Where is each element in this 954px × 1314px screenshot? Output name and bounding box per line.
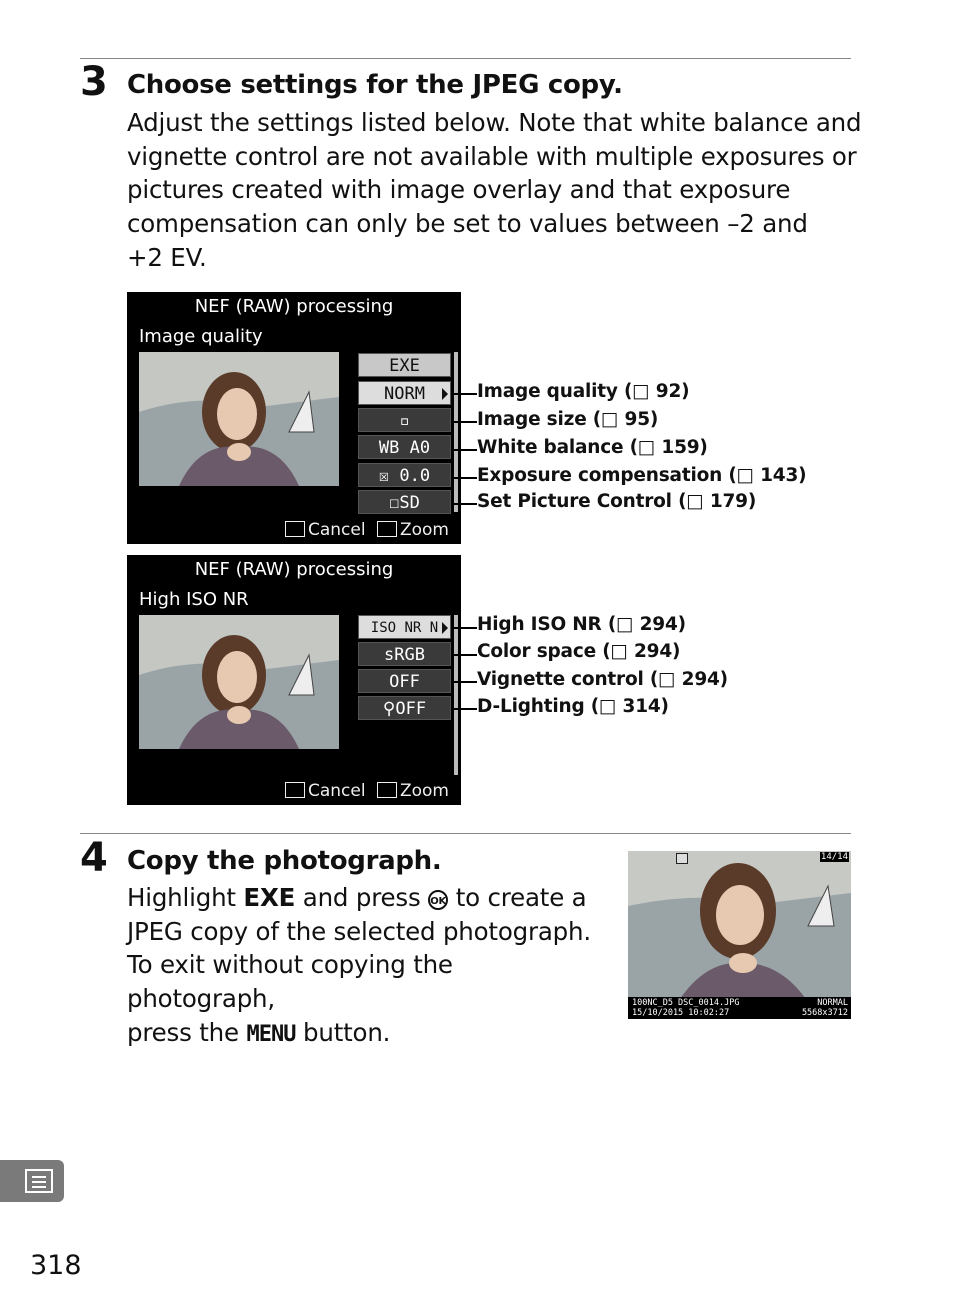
callout-color-space: Color space (□ 294) bbox=[477, 641, 681, 662]
menu-item-color-space[interactable]: sRGB bbox=[358, 642, 451, 666]
page-number: 318 bbox=[30, 1250, 82, 1281]
menu-item-d-lighting[interactable]: ⚲OFF bbox=[358, 696, 451, 720]
zoom-icon bbox=[377, 782, 397, 798]
playback-preview bbox=[628, 851, 851, 1019]
leader-line bbox=[451, 421, 477, 423]
menu-button-label: MENU bbox=[246, 1021, 296, 1047]
camera-screen-high-iso-nr bbox=[127, 555, 461, 805]
protect-icon bbox=[676, 853, 688, 864]
screen-subtitle: Image quality bbox=[139, 326, 263, 347]
date-time: 15/10/2015 10:02:27 bbox=[632, 1008, 730, 1018]
screen-subtitle: High ISO NR bbox=[139, 589, 249, 610]
step-3-line: +2 EV. bbox=[127, 242, 207, 272]
playback-icon bbox=[285, 782, 305, 798]
step-3-number: 3 bbox=[80, 59, 108, 105]
step-4-line: To exit without copying the photograph, bbox=[127, 950, 453, 1014]
screen-footer bbox=[285, 520, 449, 540]
step-3-body bbox=[127, 106, 861, 275]
callout-white-balance: White balance (□ 159) bbox=[477, 437, 708, 458]
step-3-line: vignette control are not available with multiple exposures or bbox=[127, 141, 857, 171]
section-rule bbox=[80, 833, 851, 834]
image-size-value: 5568x3712 bbox=[801, 1008, 848, 1018]
step-4-line: JPEG copy of the selected photograph. bbox=[127, 916, 591, 946]
portrait-image bbox=[139, 615, 339, 749]
arrow-right-icon bbox=[442, 388, 448, 400]
step-3-line: compensation can only be set to values between –2 and bbox=[127, 209, 808, 239]
leader-line bbox=[451, 708, 477, 710]
cancel-label: Cancel bbox=[307, 520, 366, 540]
arrow-right-icon bbox=[442, 622, 448, 634]
cancel-label: Cancel bbox=[307, 781, 366, 801]
scrollbar[interactable] bbox=[454, 352, 458, 512]
menu-item-white-balance[interactable]: WB A0 bbox=[358, 435, 451, 459]
callout-picture-control: Set Picture Control (□ 179) bbox=[477, 491, 757, 512]
menu-item-exposure-compensation[interactable]: ☒ 0.0 bbox=[358, 463, 451, 487]
playback-icon bbox=[285, 521, 305, 537]
photo-thumbnail bbox=[139, 615, 339, 749]
file-info bbox=[632, 998, 848, 1018]
callout-exposure-compensation: Exposure compensation (□ 143) bbox=[477, 465, 807, 486]
top-rule bbox=[80, 58, 851, 59]
ok-button-icon: OK bbox=[428, 890, 448, 910]
step-4-heading: Copy the photograph. bbox=[127, 846, 442, 876]
callout-vignette-control: Vignette control (□ 294) bbox=[477, 669, 728, 690]
folder-filename: 100NC_D5 DSC_0014.JPG bbox=[632, 998, 740, 1008]
zoom-icon bbox=[377, 521, 397, 537]
menu-item-exe[interactable]: EXE bbox=[358, 353, 451, 377]
portrait-image bbox=[139, 352, 339, 486]
step-3-line: Adjust the settings listed below. Note that white balance and bbox=[127, 108, 862, 137]
zoom-label: Zoom bbox=[399, 520, 449, 540]
screen-footer bbox=[285, 781, 449, 801]
step-4-line: press the MENU button. bbox=[127, 1017, 391, 1047]
leader-line bbox=[451, 627, 477, 629]
step-4-line: Highlight EXE and press OK to create a bbox=[127, 883, 587, 912]
leader-line bbox=[451, 477, 477, 479]
photo-thumbnail bbox=[139, 352, 339, 486]
callout-image-quality: Image quality (□ 92) bbox=[477, 381, 690, 402]
callout-d-lighting: D-Lighting (□ 314) bbox=[477, 696, 669, 717]
frame-counter: 14/14 bbox=[820, 852, 848, 862]
callout-high-iso-nr: High ISO NR (□ 294) bbox=[477, 614, 686, 635]
screen-title: NEF (RAW) processing bbox=[194, 296, 394, 317]
menu-item-vignette-control[interactable]: OFF bbox=[358, 669, 451, 693]
menu-item-image-quality[interactable] bbox=[358, 381, 451, 405]
step-4-number: 4 bbox=[80, 835, 108, 881]
retouch-menu-tab bbox=[0, 1160, 64, 1202]
step-3-line: pictures created with image overlay and that exposure bbox=[127, 175, 791, 205]
zoom-label: Zoom bbox=[399, 781, 449, 801]
leader-line bbox=[451, 503, 477, 505]
menu-item-label: ISO NR N bbox=[370, 620, 439, 636]
leader-line bbox=[451, 681, 477, 683]
leader-line bbox=[451, 654, 477, 656]
callout-image-size: Image size (□ 95) bbox=[477, 409, 659, 430]
exe-label: EXE bbox=[243, 883, 296, 912]
menu-item-picture-control[interactable]: ☐SD bbox=[358, 490, 451, 514]
leader-line bbox=[451, 449, 477, 451]
menu-item-label: NORM bbox=[384, 384, 425, 404]
image-quality-value: NORMAL bbox=[817, 998, 848, 1008]
camera-screen-image-quality bbox=[127, 292, 461, 544]
portrait-image bbox=[628, 851, 851, 1019]
menu-item-high-iso-nr[interactable] bbox=[358, 615, 451, 639]
menu-item-image-size[interactable]: ▫ bbox=[358, 408, 451, 432]
screen-title: NEF (RAW) processing bbox=[194, 559, 394, 580]
step-4-body bbox=[127, 881, 607, 1052]
scrollbar[interactable] bbox=[454, 615, 458, 775]
retouch-menu-icon bbox=[25, 1169, 53, 1193]
step-3-heading: Choose settings for the JPEG copy. bbox=[127, 70, 623, 100]
leader-line bbox=[451, 393, 477, 395]
